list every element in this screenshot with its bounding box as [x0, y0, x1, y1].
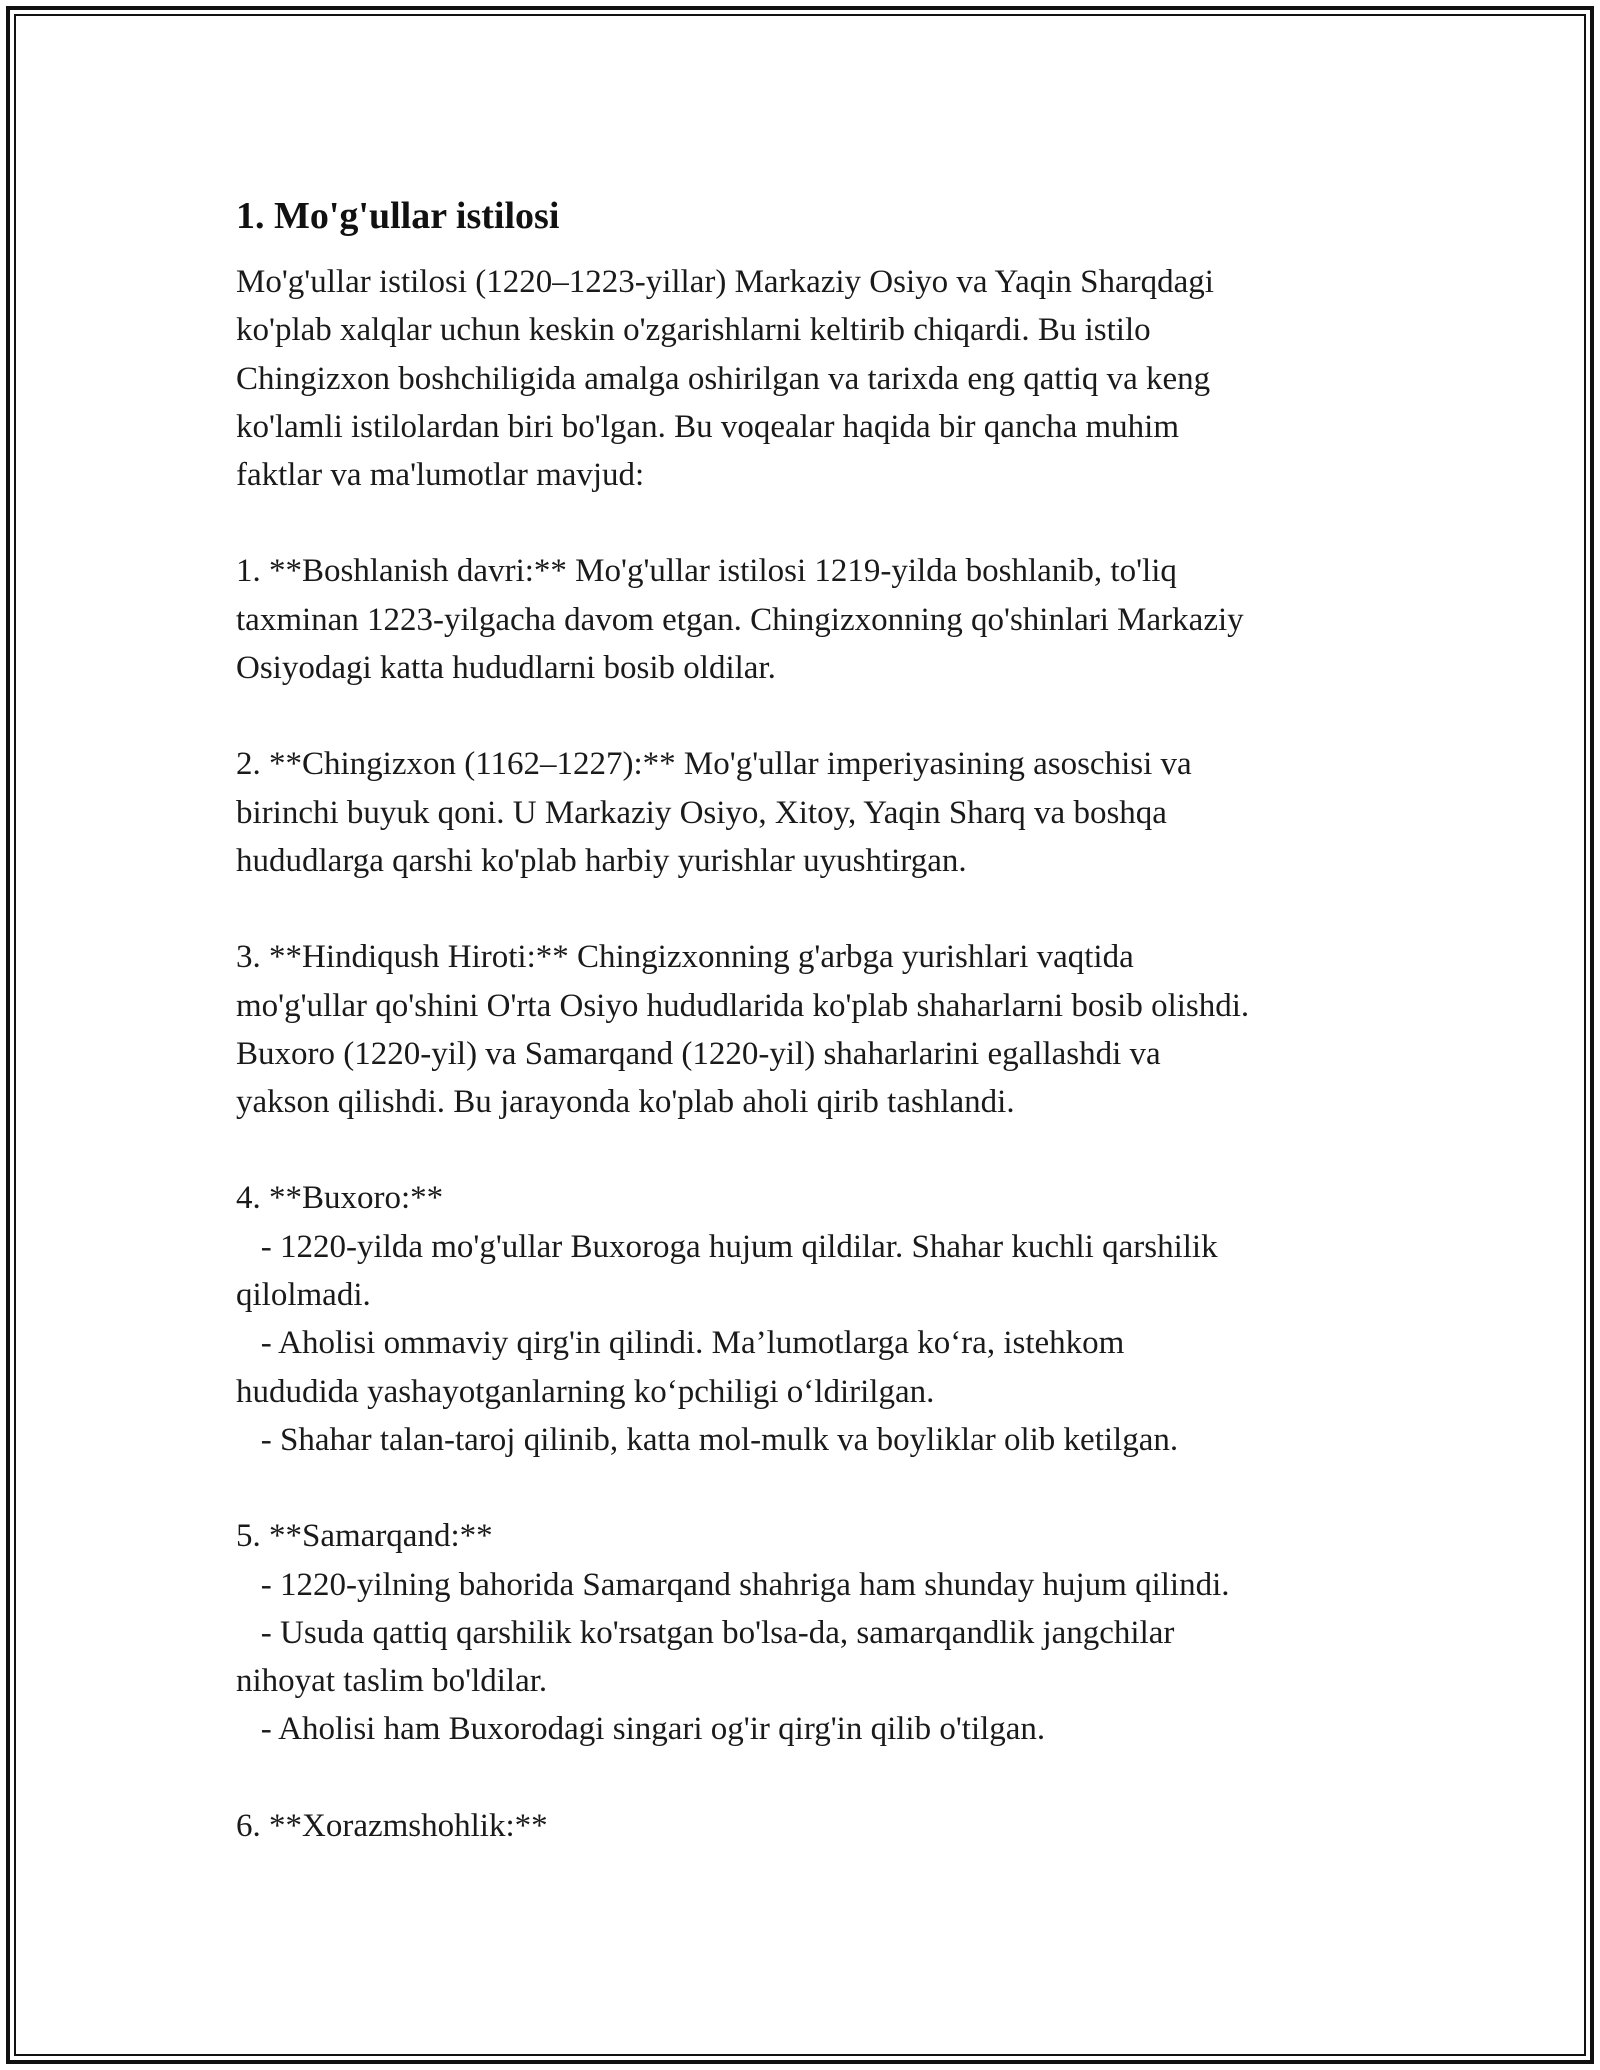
document-title: 1. Mo'g'ullar istilosi: [236, 195, 560, 237]
text-line: nihoyat taslim bo'ldilar.: [236, 1663, 548, 1700]
text-line: 3. **Hindiqush Hiroti:** Chingizxonning g'arbga yurishlari vaqtida: [236, 939, 1134, 976]
text-line: Buxoro (1220-yil) va Samarqand (1220-yil) shaharlarini egallashdi va: [236, 1035, 1161, 1072]
text-line: - Shahar talan-taroj qilinib, katta mol-mulk va boyliklar olib ketilgan.: [236, 1421, 1179, 1458]
document-body: [236, 188, 1376, 1898]
text-line: 6. **Xorazmshohlik:**: [236, 1807, 548, 1844]
text-line: - Aholisi ommaviy qirg'in qilindi. Ma’lumotlarga ko‘ra, istehkom: [236, 1325, 1125, 1362]
section-boshlanish-davri: [236, 547, 1376, 692]
text-line: yakson qilishdi. Bu jarayonda ko'plab aholi qirib tashlandi.: [236, 1084, 1015, 1121]
text-line: ko'lamli istilolardan biri bo'lgan. Bu voqealar haqida bir qancha muhim: [236, 408, 1179, 445]
text-line: qilolmadi.: [236, 1277, 371, 1314]
text-line: mo'g'ullar qo'shini O'rta Osiyo hududlarida ko'plab shaharlarni bosib olishdi.: [236, 987, 1250, 1024]
text-line: 5. **Samarqand:**: [236, 1518, 493, 1555]
section-xorazmshohlik: [236, 1802, 1376, 1850]
text-line: birinchi buyuk qoni. U Markaziy Osiyo, Xitoy, Yaqin Sharq va boshqa: [236, 794, 1167, 831]
section-buxoro: [236, 1174, 1376, 1464]
text-line: ko'plab xalqlar uchun keskin o'zgarishlarni keltirib chiqardi. Bu istilo: [236, 312, 1151, 349]
text-line: Osiyodagi katta hududlarni bosib oldilar.: [236, 650, 776, 687]
text-line: 4. **Buxoro:**: [236, 1180, 444, 1217]
section-chingizxon: [236, 740, 1376, 885]
text-line: Mo'g'ullar istilosi (1220–1223-yillar) Markaziy Osiyo va Yaqin Sharqdagi: [236, 264, 1214, 300]
text-line: 1. **Boshlanish davri:** Mo'g'ullar istilosi 1219-yilda boshlanib, to'liq: [236, 553, 1177, 590]
text-line: - 1220-yilda mo'g'ullar Buxoroga hujum qildilar. Shahar kuchli qarshilik: [236, 1228, 1218, 1265]
text-line: - 1220-yilning bahorida Samarqand shahriga ham shunday hujum qilindi.: [236, 1566, 1230, 1603]
text-line: - Usuda qattiq qarshilik ko'rsatgan bo'lsa-da, samarqandlik jangchilar: [236, 1614, 1175, 1651]
text-line: hududida yashayotganlarning ko‘pchiligi o‘ldirilgan.: [236, 1373, 935, 1410]
text-line: hududlarga qarshi ko'plab harbiy yurishlar uyushtirgan.: [236, 842, 967, 879]
section-hindiqush-hiroti: [236, 933, 1376, 1126]
text-line: 2. **Chingizxon (1162–1227):** Mo'g'ullar imperiyasining asoschisi va: [236, 746, 1192, 783]
section-samarqand: [236, 1512, 1376, 1753]
text-line: faktlar va ma'lumotlar mavjud:: [236, 457, 645, 494]
text-line: Chingizxon boshchiligida amalga oshirilgan va tarixda eng qattiq va keng: [236, 360, 1211, 397]
intro-paragraph: [236, 258, 1376, 499]
text-line: taxminan 1223-yilgacha davom etgan. Chingizxonning qo'shinlari Markaziy: [236, 601, 1244, 638]
text-line: - Aholisi ham Buxorodagi singari og'ir qirg'in qilib o'tilgan.: [236, 1711, 1046, 1748]
